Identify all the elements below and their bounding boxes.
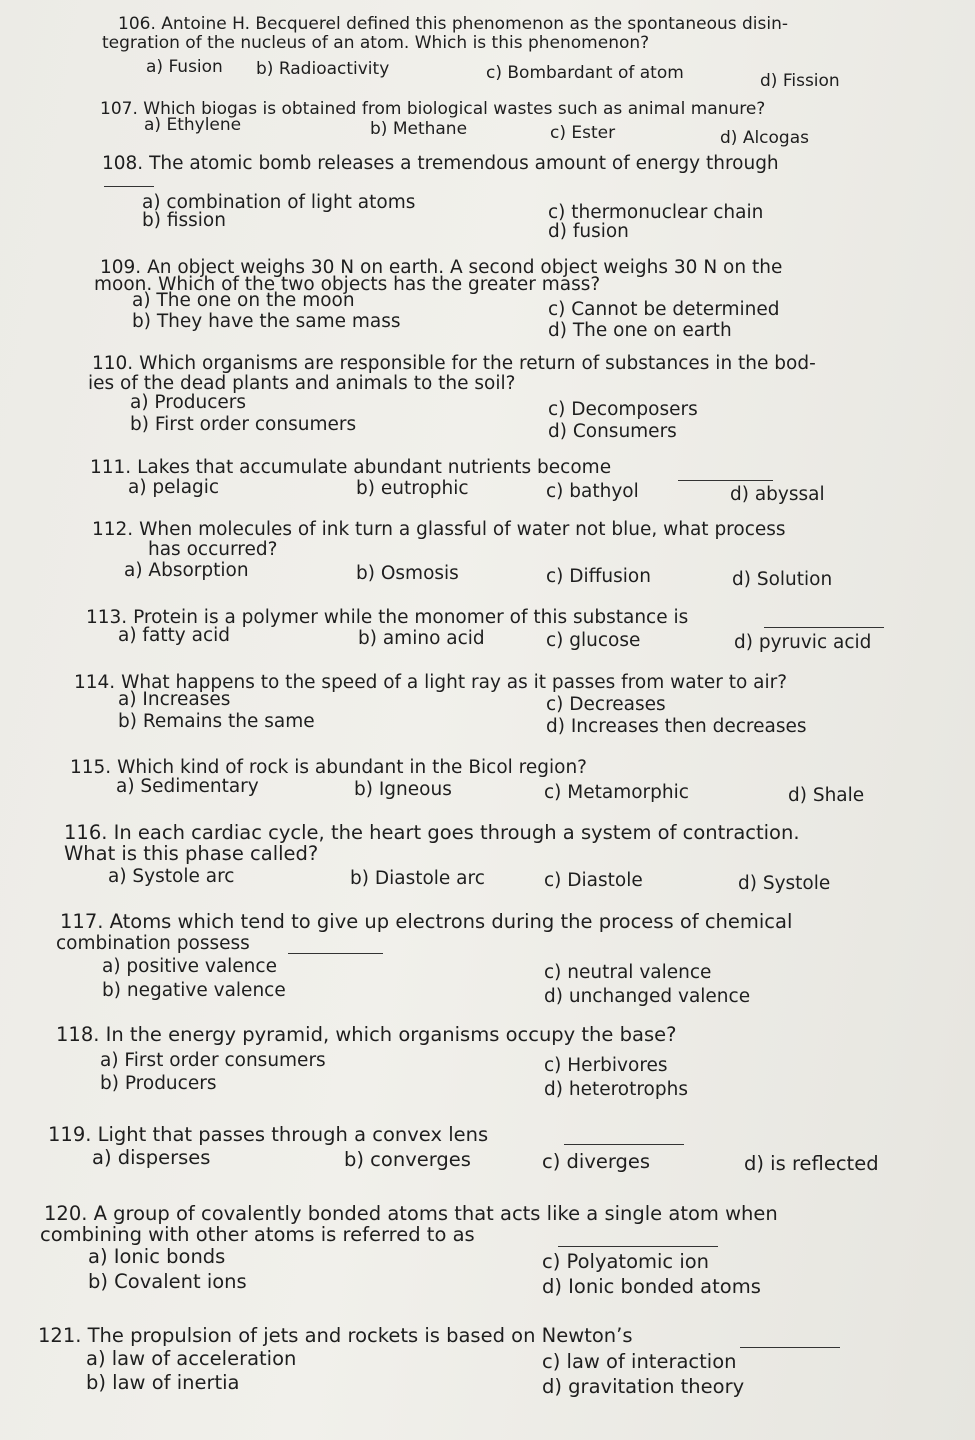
question-106-option-c: c) Bombardant of atom <box>486 63 684 83</box>
question-117-stem-line-2: combination possess <box>56 933 250 954</box>
question-106-stem-line-2: tegration of the nucleus of an atom. Which is this phenomenon? <box>102 33 650 53</box>
question-109-stem-line-1: 109. An object weighs 30 N on earth. A second object weighs 30 N on the <box>100 257 783 278</box>
question-117-stem-line-1: 117. Atoms which tend to give up electrons during the process of chemical <box>60 910 793 933</box>
question-109-option-c: c) Cannot be determined <box>548 299 780 320</box>
question-117-option-d: d) unchanged valence <box>544 986 751 1007</box>
question-120-stem-line-2: combining with other atoms is referred to as <box>40 1223 475 1246</box>
question-120-stem-line-1: 120. A group of covalently bonded atoms that acts like a single atom when <box>44 1202 778 1225</box>
question-116-option-b: b) Diastole arc <box>350 868 485 889</box>
question-117-option-a: a) positive valence <box>102 956 277 977</box>
question-115-option-d: d) Shale <box>788 785 865 806</box>
question-108-option-a: a) combination of light atoms <box>142 192 416 213</box>
question-121-answer-blank <box>740 1346 840 1348</box>
question-115-stem-line-1: 115. Which kind of rock is abundant in the Bicol region? <box>70 757 587 778</box>
question-119-option-b: b) converges <box>344 1148 471 1171</box>
question-111-answer-blank <box>678 479 773 481</box>
question-119-option-c: c) diverges <box>542 1150 651 1173</box>
question-110-option-d: d) Consumers <box>548 421 677 442</box>
question-109-option-d: d) The one on earth <box>548 320 732 341</box>
question-121-option-d: d) gravitation theory <box>542 1375 745 1398</box>
question-114-option-b: b) Remains the same <box>118 711 315 732</box>
question-108-option-d: d) fusion <box>548 221 629 242</box>
question-118-option-d: d) heterotrophs <box>544 1079 688 1100</box>
question-108-option-c: c) thermonuclear chain <box>548 202 764 223</box>
question-119-answer-blank <box>564 1143 684 1145</box>
question-108-stem-line-1: 108. The atomic bomb releases a tremendous amount of energy through <box>102 153 779 174</box>
question-114-option-d: d) Increases then decreases <box>546 716 807 737</box>
question-117-option-c: c) neutral valence <box>544 962 712 983</box>
question-117-answer-blank <box>288 952 383 954</box>
question-113-option-b: b) amino acid <box>358 628 485 649</box>
question-121-option-a: a) law of acceleration <box>86 1347 297 1370</box>
question-112-option-b: b) Osmosis <box>356 563 459 584</box>
question-114-stem-line-1: 114. What happens to the speed of a light ray as it passes from water to air? <box>74 672 788 693</box>
question-120-answer-blank <box>558 1245 718 1247</box>
question-116-option-a: a) Systole arc <box>108 866 235 887</box>
question-112-option-d: d) Solution <box>732 569 833 590</box>
question-111-option-c: c) bathyol <box>546 481 639 502</box>
question-119-stem-line-1: 119. Light that passes through a convex lens <box>48 1123 489 1146</box>
question-116-option-c: c) Diastole <box>544 870 643 891</box>
question-114-option-c: c) Decreases <box>546 694 666 715</box>
question-116-option-d: d) Systole <box>738 873 831 894</box>
question-118-option-c: c) Herbivores <box>544 1055 668 1076</box>
question-112-stem-line-2: has occurred? <box>148 539 278 560</box>
question-112-option-c: c) Diffusion <box>546 566 651 587</box>
question-112-stem-line-1: 112. When molecules of ink turn a glassful of water not blue, what process <box>92 519 786 540</box>
question-118-option-a: a) First order consumers <box>100 1050 326 1071</box>
question-115-option-a: a) Sedimentary <box>116 776 259 797</box>
question-109-option-b: b) They have the same mass <box>132 311 401 332</box>
question-119-option-d: d) is reflected <box>744 1152 879 1175</box>
question-110-stem-line-2: ies of the dead plants and animals to the soil? <box>88 373 516 394</box>
question-107-option-a: a) Ethylene <box>144 115 242 135</box>
question-106-option-a: a) Fusion <box>146 57 223 77</box>
question-117-option-b: b) negative valence <box>102 980 286 1001</box>
question-107-option-c: c) Ester <box>550 123 616 143</box>
question-110-option-a: a) Producers <box>130 392 247 413</box>
question-120-option-d: d) Ionic bonded atoms <box>542 1275 761 1298</box>
question-113-stem-line-1: 113. Protein is a polymer while the monomer of this substance is <box>86 607 689 628</box>
question-111-option-b: b) eutrophic <box>356 478 469 499</box>
question-114-option-a: a) Increases <box>118 689 231 710</box>
question-111-option-a: a) pelagic <box>128 477 220 498</box>
question-120-option-b: b) Covalent ions <box>88 1270 247 1293</box>
question-115-option-b: b) Igneous <box>354 779 452 800</box>
question-110-stem-line-1: 110. Which organisms are responsible for the return of substances in the bod- <box>92 353 816 374</box>
question-110-option-c: c) Decomposers <box>548 399 698 420</box>
question-107-option-d: d) Alcogas <box>720 128 809 148</box>
question-118-stem-line-1: 118. In the energy pyramid, which organisms occupy the base? <box>56 1023 677 1046</box>
question-108-option-b: b) fission <box>142 210 226 231</box>
question-118-option-b: b) Producers <box>100 1073 217 1094</box>
question-116-stem-line-2: What is this phase called? <box>64 842 319 865</box>
question-106-stem-line-1: 106. Antoine H. Becquerel defined this phenomenon as the spontaneous disin- <box>118 14 789 34</box>
question-107-stem-line-1: 107. Which biogas is obtained from biological wastes such as animal manure? <box>100 99 766 119</box>
question-113-option-c: c) glucose <box>546 630 641 651</box>
question-108-answer-blank <box>104 185 154 187</box>
question-106-option-b: b) Radioactivity <box>256 59 390 79</box>
question-107-option-b: b) Methane <box>370 119 468 139</box>
question-106-option-d: d) Fission <box>760 71 840 91</box>
question-109-option-a: a) The one on the moon <box>132 290 355 311</box>
question-120-option-c: c) Polyatomic ion <box>542 1250 710 1273</box>
question-121-stem-line-1: 121. The propulsion of jets and rockets is based on Newton’s <box>38 1324 633 1347</box>
question-113-answer-blank <box>764 626 884 628</box>
question-121-option-b: b) law of inertia <box>86 1371 240 1394</box>
question-109-stem-line-2: moon. Which of the two objects has the greater mass? <box>94 274 601 295</box>
question-110-option-b: b) First order consumers <box>130 414 357 435</box>
question-121-option-c: c) law of interaction <box>542 1350 737 1373</box>
question-119-option-a: a) disperses <box>92 1146 211 1169</box>
question-116-stem-line-1: 116. In each cardiac cycle, the heart goes through a system of contraction. <box>64 821 800 844</box>
question-115-option-c: c) Metamorphic <box>544 782 689 803</box>
question-111-stem-line-1: 111. Lakes that accumulate abundant nutrients become <box>90 457 612 478</box>
question-112-option-a: a) Absorption <box>124 560 249 581</box>
question-111-option-d: d) abyssal <box>730 484 825 505</box>
question-120-option-a: a) Ionic bonds <box>88 1245 226 1268</box>
question-113-option-a: a) fatty acid <box>118 625 231 646</box>
question-113-option-d: d) pyruvic acid <box>734 632 872 653</box>
